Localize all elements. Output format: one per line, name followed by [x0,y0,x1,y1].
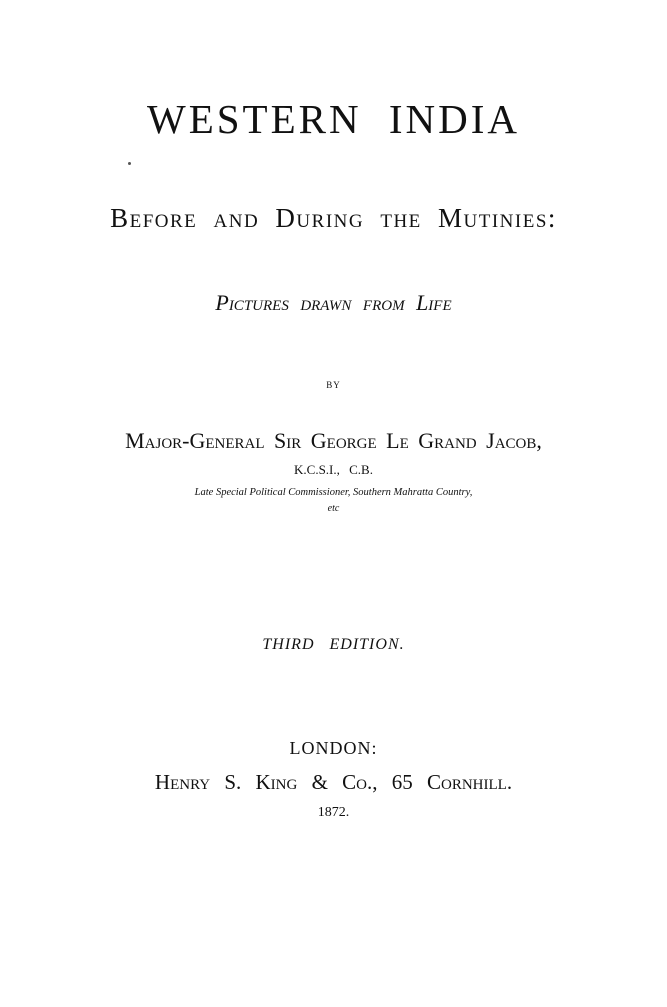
author-honours: K.C.S.I., C.B. [294,462,373,477]
scan-speck [128,162,131,165]
book-tagline: Pictures drawn from Life [215,290,452,315]
imprint-publisher: Henry S. King & Co., 65 Cornhill. [154,770,513,794]
imprint-city: LONDON: [289,738,378,758]
by-label: BY [326,380,341,390]
author-name: Major-General Sir George Le Grand Jacob, [125,428,542,453]
edition: THIRD EDITION. [262,636,405,653]
author-role: Late Special Political Commissioner, Southern Mahratta Country, [194,487,473,498]
book-subtitle: Before and During the Mutinies: [110,203,557,233]
author-etc: etc [327,503,340,514]
imprint-year: 1872. [317,805,350,820]
book-title: WESTERN INDIA [147,96,520,142]
